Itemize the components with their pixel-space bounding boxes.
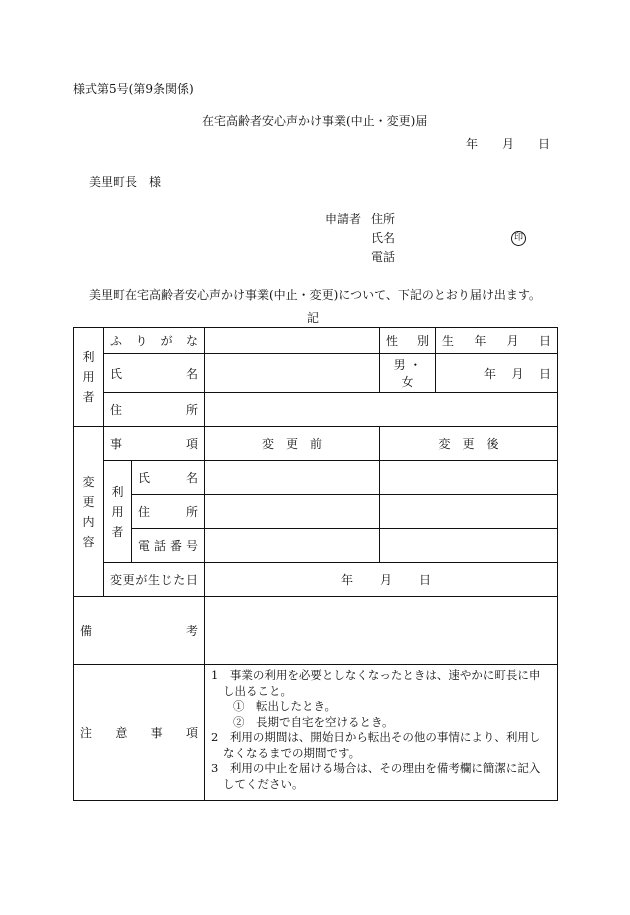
address-label: 住 所 (104, 393, 205, 427)
ki-mark: 記 (307, 311, 320, 325)
note-1-sub-2: ② 長期で自宅を空けるとき。 (233, 714, 394, 729)
note-3: 3 利用の中止を届ける場合は、その理由を備考欄に簡潔に記入してください。 (211, 761, 541, 791)
notes-content (205, 665, 558, 801)
after-phone-field[interactable] (380, 529, 558, 563)
applicant-address-label: 住所 (371, 212, 396, 226)
note-2: 2 利用の期間は、開始日から転出その他の事情により、利用しなくなるまでの期間です。 (211, 730, 541, 760)
change-address-label: 住 所 (132, 495, 205, 529)
change-section-label: 変 更 内 容 (74, 427, 104, 597)
before-phone-field[interactable] (205, 529, 380, 563)
applicant-label: 申請者 (325, 212, 362, 226)
note-1-sub-1: ① 転出したとき。 (233, 699, 337, 713)
note-1: 1 事業の利用を必要としなくなったときは、速やかに町長に申し出ること。 (211, 668, 541, 698)
sex-choice[interactable]: 男 ・ 女 (380, 354, 436, 393)
before-name-field[interactable] (205, 461, 380, 495)
form-title: 在宅高齢者安心声かけ事業(中止・変更)届 (202, 114, 428, 128)
after-name-field[interactable] (380, 461, 558, 495)
notes-label: 注 意 事 項 (74, 665, 205, 801)
seal-icon: 印 (511, 229, 526, 246)
applicant-phone-label: 電話 (371, 250, 396, 264)
after-address-field[interactable] (380, 495, 558, 529)
before-address-field[interactable] (205, 495, 380, 529)
birth-date-label: 生 年 月 日 (436, 328, 558, 354)
change-user-label: 利 用 者 (104, 461, 132, 563)
remarks-field[interactable] (205, 597, 558, 665)
statement: 美里町在宅高齢者安心声かけ事業(中止・変更)について、下記のとおり届け出ます。 (89, 288, 541, 302)
birth-date-field[interactable]: 年 月 日 (436, 354, 558, 393)
address-field[interactable] (205, 393, 558, 427)
date-line: 年 月 日 (466, 137, 551, 151)
notification-form-table (73, 327, 558, 801)
change-date-field[interactable]: 年 月 日 (205, 563, 558, 597)
item-label: 事 項 (104, 427, 205, 461)
change-phone-label: 電 話 番 号 (132, 529, 205, 563)
addressee: 美里町長 様 (89, 175, 162, 189)
user-section-label: 利 用 者 (74, 328, 104, 427)
change-date-label: 変 更 が 生 じ た 日 (104, 563, 205, 597)
name-field[interactable] (205, 354, 380, 393)
name-label: 氏 名 (104, 354, 205, 393)
form-number: 様式第5号(第9条関係) (73, 82, 194, 96)
furigana-field[interactable] (205, 328, 380, 354)
after-header: 変 更 後 (380, 427, 558, 461)
furigana-label: ふ り が な (104, 328, 205, 354)
change-name-label: 氏 名 (132, 461, 205, 495)
sex-label: 性 別 (380, 328, 436, 354)
remarks-label: 備 考 (74, 597, 205, 665)
applicant-name-label: 氏名 (371, 231, 396, 245)
before-header: 変 更 前 (205, 427, 380, 461)
